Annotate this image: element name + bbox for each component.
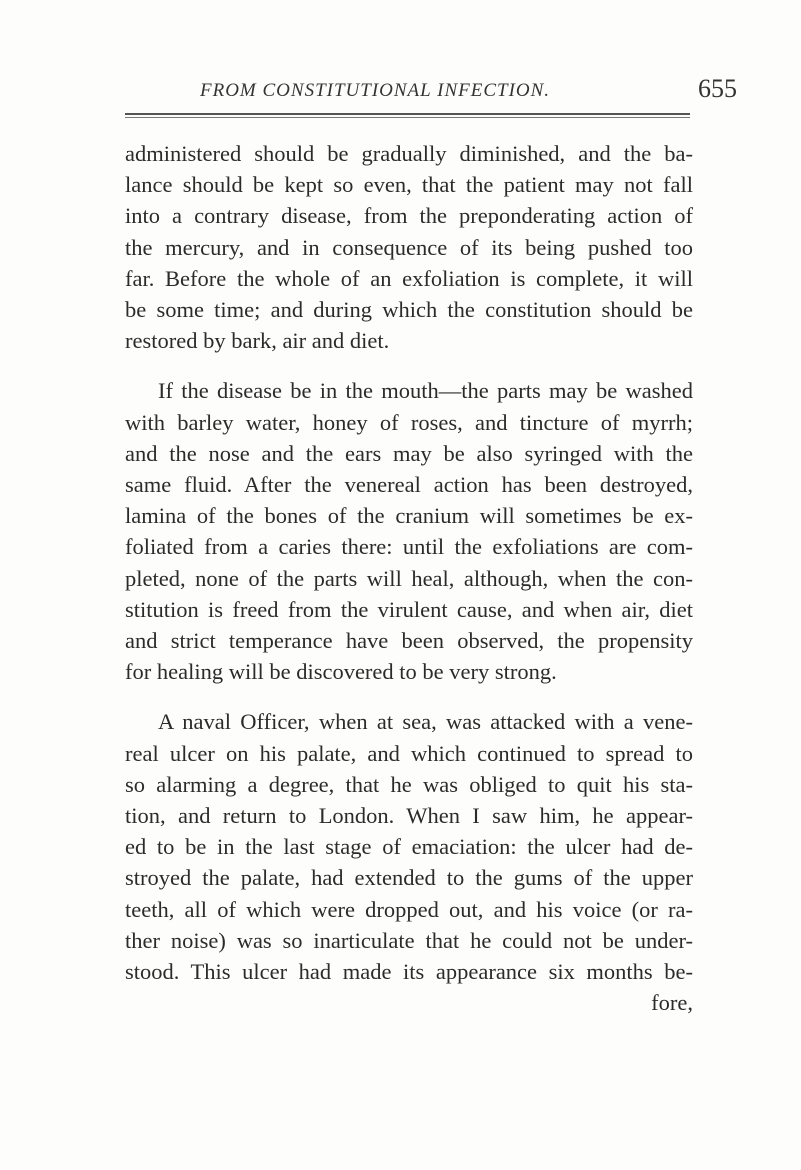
paragraph — [125, 706, 693, 1018]
text-line: tion, and return to London. When I saw him, he appear- — [125, 803, 693, 829]
text-line: stroyed the palate, had extended to the gums of the upper — [125, 865, 693, 891]
text-line: so alarming a degree, that he was obliged to quit his sta- — [125, 771, 693, 797]
text-line: administered should be gradually diminished, and the ba- — [125, 141, 693, 166]
text-line: real ulcer on his palate, and which continued to spread to — [125, 740, 693, 766]
text-line: teeth, all of which were dropped out, and his voice (or ra- — [125, 896, 693, 922]
text-line: the mercury, and in consequence of its being pushed too — [125, 234, 693, 260]
text-line: far. Before the whole of an exfoliation is complete, it will — [125, 265, 693, 291]
text-line: stitution is freed from the virulent cause, and when air, diet — [125, 596, 693, 622]
text-line: restored by bark, air and diet. — [125, 328, 390, 354]
text-line: and the nose and the ears may be also syringed with the — [125, 440, 693, 466]
header-rule-thin — [125, 117, 690, 118]
text-line: foliated from a caries there: until the exfoliations are com- — [125, 534, 693, 560]
text-line: stood. This ulcer had made its appearance six months be- — [125, 959, 693, 985]
text-line: If the disease be in the mouth—the parts may be washed — [158, 378, 693, 404]
text-line: same fluid. After the venereal action has been destroyed, — [125, 472, 693, 498]
page-number: 655 — [698, 74, 737, 103]
text-line: ed to be in the last stage of emaciation: the ulcer had de- — [125, 834, 693, 860]
paragraph — [125, 375, 693, 687]
text-line: be some time; and during which the constitution should be — [125, 297, 693, 323]
text-line: with barley water, honey of roses, and tincture of myrrh; — [125, 409, 693, 435]
text-line: ther noise) was so inarticulate that he could not be under- — [125, 927, 693, 953]
header-rule — [125, 113, 690, 115]
text-line: A naval Officer, when at sea, was attacked with a vene- — [158, 709, 693, 735]
text-line: pleted, none of the parts will heal, although, when the con- — [125, 565, 693, 591]
paragraph — [125, 138, 693, 356]
running-title: FROM CONSTITUTIONAL INFECTION. — [200, 80, 551, 101]
text-line: into a contrary disease, from the preponderating action of — [125, 203, 693, 229]
catchword: fore, — [651, 990, 693, 1016]
body-text — [125, 138, 693, 1018]
text-line: and strict temperance have been observed, the propensity — [125, 628, 693, 654]
text-line: for healing will be discovered to be very strong. — [125, 659, 557, 685]
text-line: lamina of the bones of the cranium will sometimes be ex- — [125, 503, 693, 529]
text-line: lance should be kept so even, that the patient may not fall — [125, 172, 693, 198]
